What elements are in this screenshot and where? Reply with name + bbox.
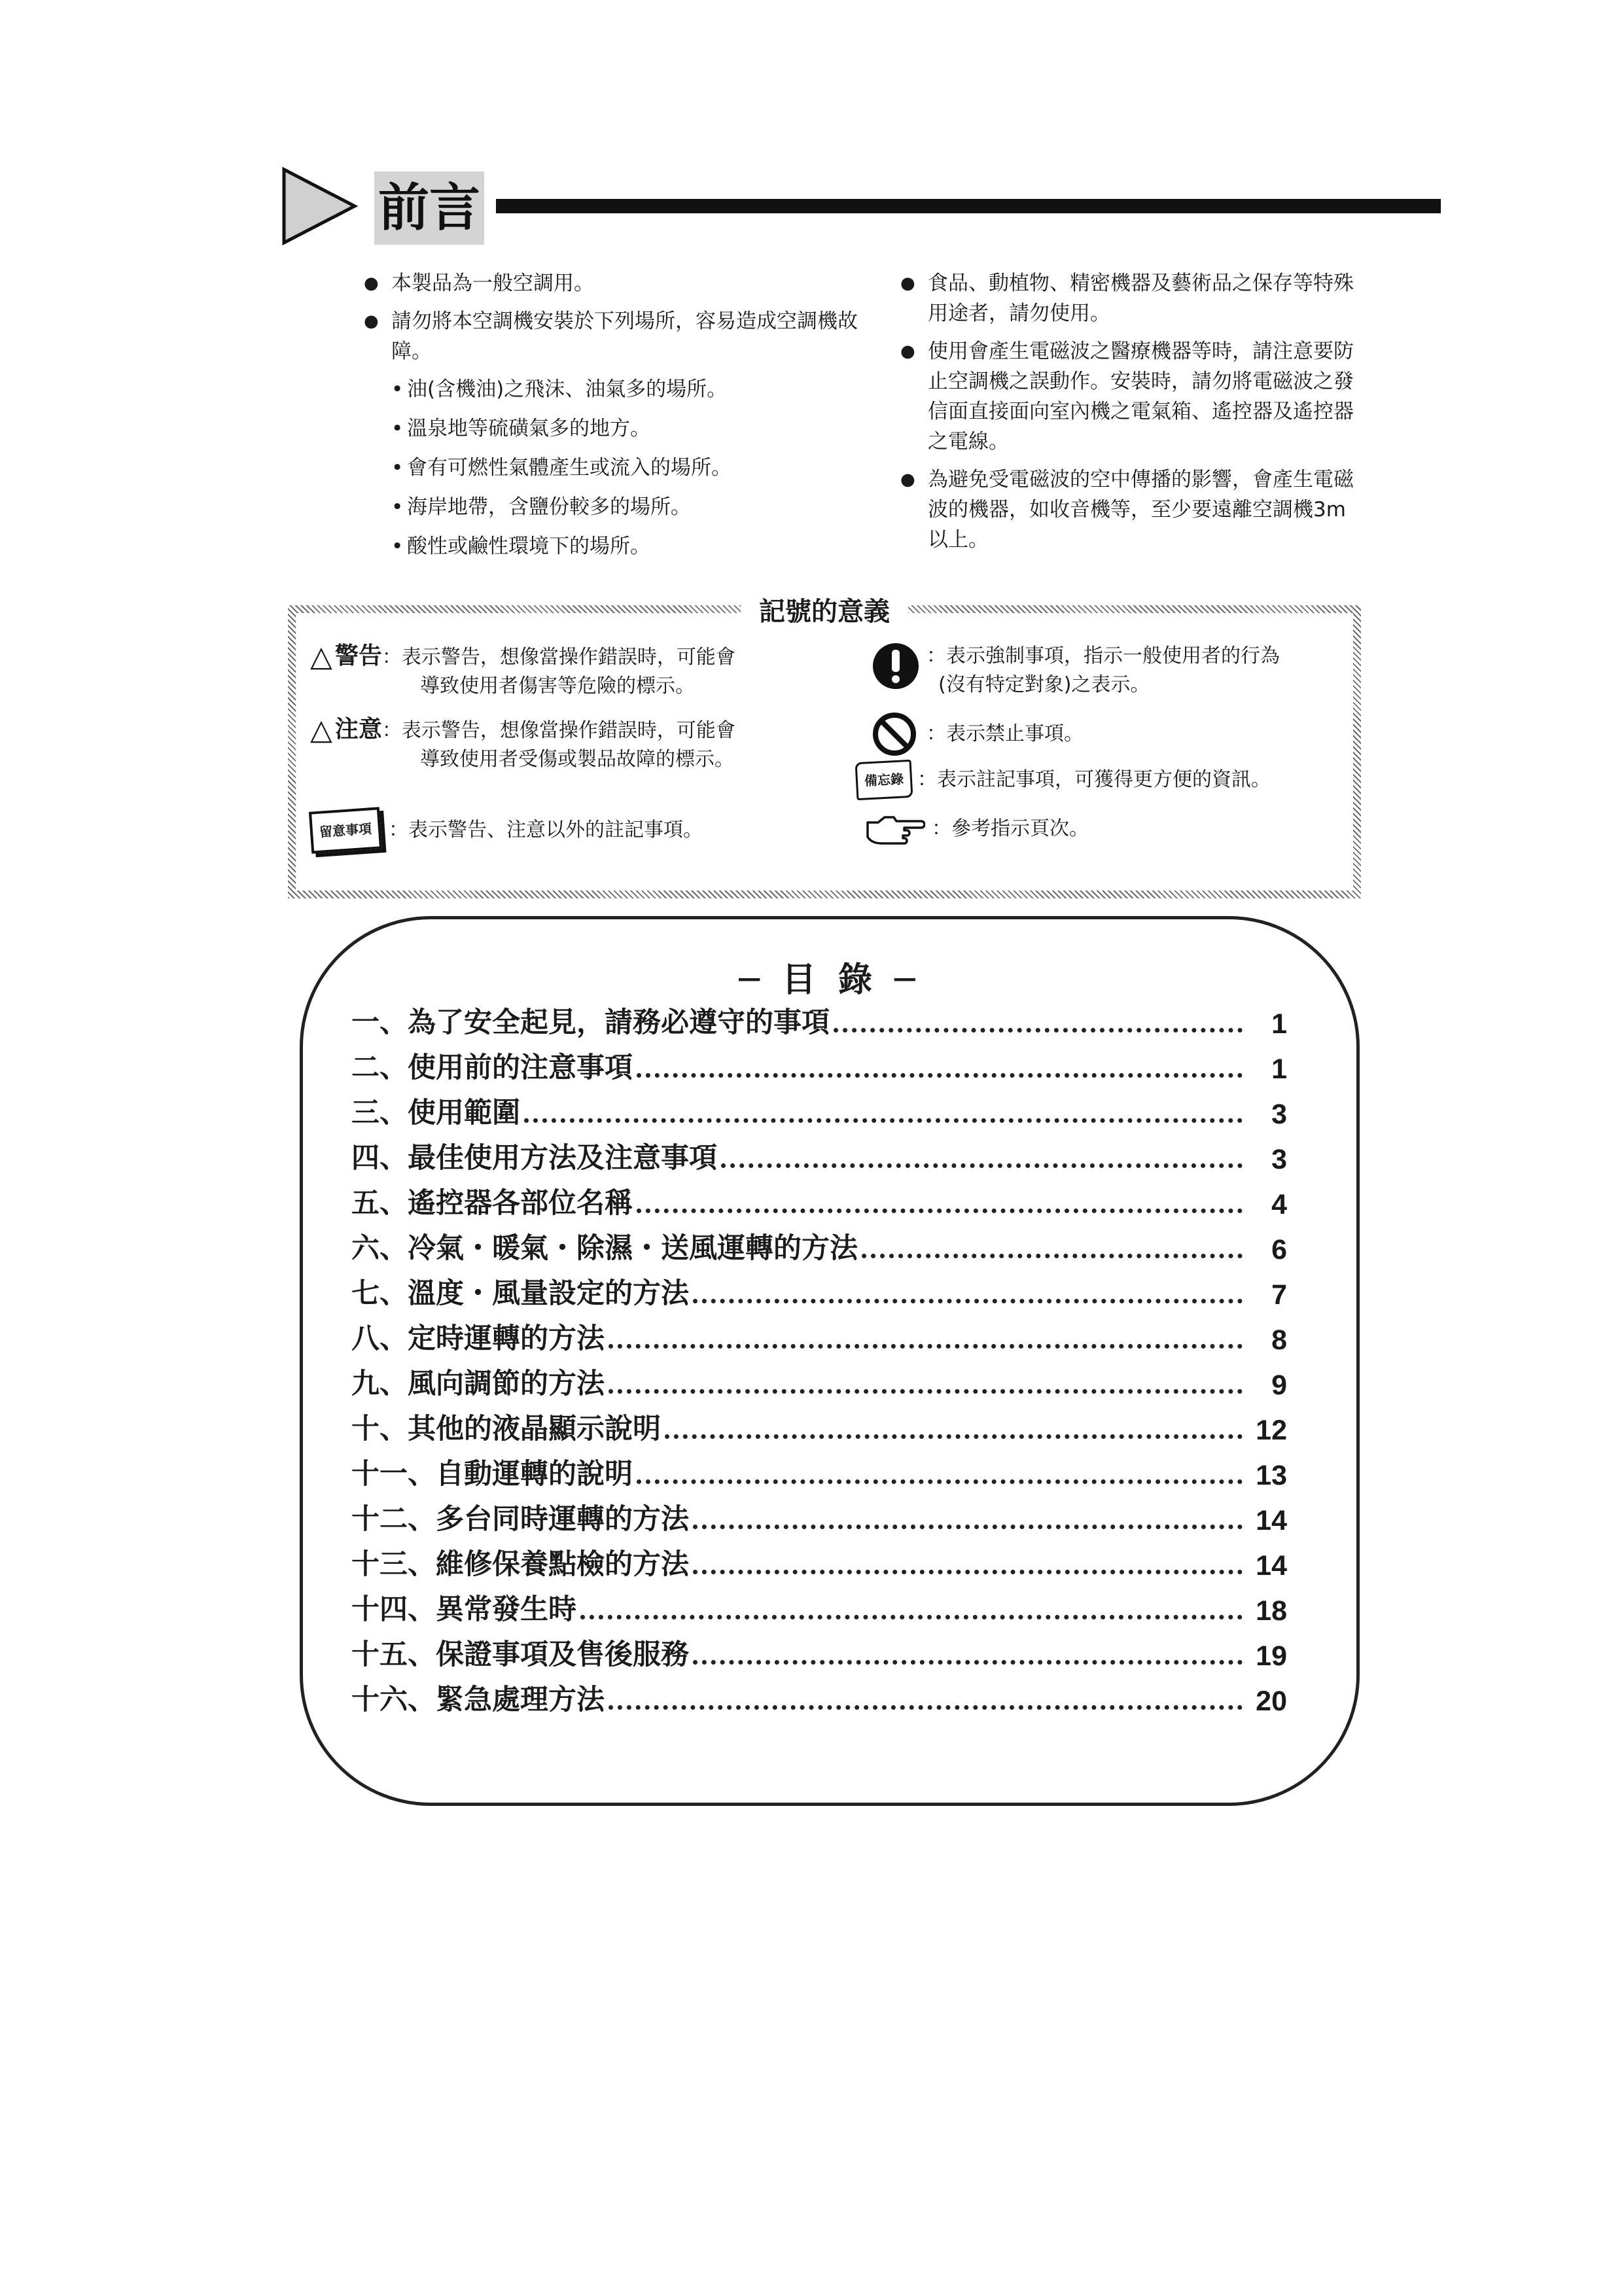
note-tag-icon: 留意事項 — [309, 807, 382, 853]
toc-title: ─ 目 錄 ─ — [739, 961, 921, 1000]
toc-item[interactable]: 八、定時運轉的方法 8 — [351, 1322, 1287, 1356]
note-text: ：表示警告、注意以外的註記事項。 — [389, 819, 703, 841]
note-subitem: • 酸性或鹼性環境下的場所。 — [364, 531, 874, 561]
toc-item[interactable]: 十六、緊急處理方法 20 — [351, 1684, 1287, 1717]
mandatory-exclamation-icon — [872, 642, 920, 690]
toc-item[interactable]: 十三、維修保養點檢的方法 14 — [351, 1548, 1287, 1581]
symbols-title: 記號的意義 — [741, 593, 908, 630]
note-subitem: • 海岸地帶，含鹽份較多的場所。 — [364, 492, 874, 522]
warning-triangle-icon: △ — [310, 640, 332, 673]
note-subitem: • 溫泉地等硫磺氣多的地方。 — [364, 414, 874, 444]
symbol-warning-row — [310, 642, 735, 701]
mandatory-text: ：表示強制事項，指示一般使用者的行為 — [927, 645, 1280, 667]
header-triangle-icon — [281, 167, 360, 245]
toc-item[interactable]: 五、遙控器各部位名稱 4 — [351, 1187, 1287, 1220]
warning-text-2: 導致使用者傷害等危險的標示。 — [420, 675, 695, 698]
prohibited-icon — [872, 711, 917, 757]
warning-text: ：表示警告，想像當操作錯誤時，可能會 — [381, 646, 735, 669]
note-item: ● 本製品為一般空調用。 — [364, 268, 874, 298]
toc-item[interactable]: 七、溫度・風量設定的方法 7 — [351, 1277, 1287, 1311]
symbol-note-row — [310, 809, 703, 851]
symbols-legend-box — [288, 597, 1361, 898]
pointing-hand-icon — [865, 813, 925, 845]
table-of-contents — [300, 916, 1360, 1806]
toc-item[interactable]: 十、其他的液晶顯示說明 12 — [351, 1413, 1287, 1446]
header-rule — [496, 199, 1441, 213]
symbol-prohibited-row — [872, 711, 1084, 757]
symbol-caution-row — [310, 715, 735, 774]
note-subitem: • 會有可燃性氣體產生或流入的場所。 — [364, 453, 874, 483]
symbol-mandatory-row — [872, 642, 1280, 699]
toc-item[interactable]: 九、風向調節的方法 9 — [351, 1368, 1287, 1401]
toc-item[interactable]: 十二、多台同時運轉的方法 14 — [351, 1503, 1287, 1536]
toc-item[interactable]: 十一、自動運轉的說明 13 — [351, 1458, 1287, 1491]
toc-item[interactable]: 十四、異常發生時 18 — [351, 1593, 1287, 1627]
caution-text: ：表示警告，想像當操作錯誤時，可能會 — [381, 719, 735, 742]
caution-text-2: 導致使用者受傷或製品故障的標示。 — [420, 748, 734, 771]
toc-item[interactable]: 十五、保證事項及售後服務 19 — [351, 1638, 1287, 1672]
prohibited-text: ：表示禁止事項。 — [927, 722, 1084, 745]
notes-left-column — [364, 268, 874, 571]
toc-item[interactable]: 三、使用範圍 3 — [351, 1097, 1287, 1130]
toc-item[interactable]: 一、為了安全起見，請務必遵守的事項 1 — [351, 1006, 1287, 1040]
symbol-reference-row — [865, 813, 1089, 845]
note-item: ● 為避免受電磁波的空中傳播的影響，會產生電磁波的機器，如收音機等，至少要遠離空調機3m 以上。 — [900, 465, 1358, 555]
note-item: ● 食品、動植物、精密機器及藝術品之保存等特殊用途者，請勿使用。 — [900, 268, 1358, 328]
notes-right-column — [900, 268, 1358, 563]
caution-label: 注意 — [334, 716, 382, 743]
caution-triangle-icon: △ — [310, 713, 332, 747]
toc-item[interactable]: 六、冷氣・暖氣・除濕・送風運轉的方法 6 — [351, 1232, 1287, 1265]
mandatory-text-2: (沒有特定對象)之表示。 — [938, 673, 1150, 696]
page-title: 前言 — [374, 171, 484, 245]
toc-item[interactable]: 二、使用前的注意事項 1 — [351, 1051, 1287, 1085]
toc-item[interactable]: 四、最佳使用方法及注意事項 3 — [351, 1142, 1287, 1175]
note-subitem: • 油(含機油)之飛沫、油氣多的場所。 — [364, 374, 874, 404]
note-item: ● 請勿將本空調機安裝於下列場所，容易造成空調機故障。 — [364, 306, 874, 366]
memo-text: ：表示註記事項，可獲得更方便的資訊。 — [917, 768, 1271, 791]
memo-scroll-icon: 備忘錄 — [855, 760, 913, 800]
note-item: ● 使用會產生電磁波之醫療機器等時，請注意要防止空調機之誤動作。安裝時，請勿將電磁波之發信面直接面向室內機之電氣箱、遙控器及遙控器之電線。 — [900, 336, 1358, 457]
symbol-memo-row — [856, 761, 1271, 799]
warning-label: 警告 — [334, 643, 382, 669]
reference-text: ：參考指示頁次。 — [932, 817, 1089, 840]
